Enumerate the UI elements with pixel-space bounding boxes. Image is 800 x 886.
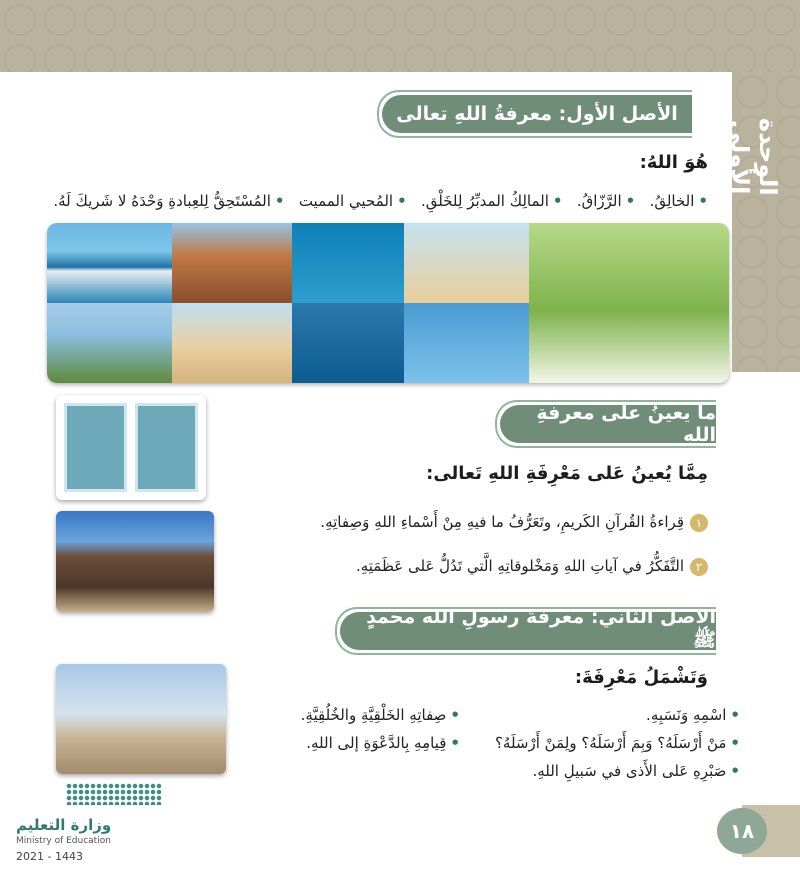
falcon-photo	[404, 223, 529, 303]
section-banner-second-principle: الأصل الثاني: معرفةُ رسولِ الله محمدٍ ﷺ	[340, 612, 716, 650]
ministry-name-arabic: وزارة التعليم	[16, 816, 112, 834]
ocean-wave-photo	[47, 223, 172, 303]
aids-intro: مِمَّا يُعينُ عَلى مَعْرِفَةِ اللهِ تَعالى:	[426, 463, 708, 484]
section-banner-knowing-allah-aids: ما يعينُ على معرفةِ اللهِ	[500, 405, 716, 443]
number-badge: ٢	[690, 558, 708, 576]
list-item: •صِفاتِهِ الخَلْقِيَّةِ والخُلُقِيَّةِ.	[300, 706, 460, 724]
cows-photo	[47, 303, 172, 383]
page-number: ١٨	[717, 808, 767, 854]
creation-photo-collage	[47, 223, 729, 383]
aid-item: ٢التَّفَكُّرُ في آياتِ اللهِ وَمَخْلوقاتِهِ الَّتي تَدُلُّ عَلى عَظَمَتِهِ.	[228, 557, 708, 576]
camel-photo	[172, 303, 292, 383]
number-badge: ١	[690, 514, 708, 532]
header-decorative-band	[0, 0, 800, 72]
sea-turtle-photo	[292, 223, 404, 303]
prophet-list-left	[210, 706, 460, 752]
seagull-photo	[404, 303, 529, 383]
ministry-logo-icon	[66, 783, 162, 805]
unit-title: الوحدة الأولى	[726, 118, 782, 196]
attribute-item: •الخالِقُ.	[649, 192, 708, 210]
attribute-item: •الرَّزّاقُ.	[576, 192, 636, 210]
ministry-name-english: Ministry of Education	[16, 836, 111, 846]
aid-item: ١قِراءةُ القُرآنِ الكَريمِ، وتَعَرُّفُ ما فيهِ مِنْ أَسْماءِ اللهِ وَصِفاتِهِ.	[228, 513, 708, 532]
prophet-mosque-photo	[56, 664, 226, 774]
desert-rocks-photo	[56, 511, 214, 612]
includes-intro: وَتَشْمَلُ مَعْرِفَةَ:	[574, 667, 708, 688]
section-banner-first-principle: الأصل الأول: معرفةُ اللهِ تعالى	[382, 95, 692, 133]
bee-flowers-photo	[529, 223, 729, 383]
list-item: •صَبْرِهِ عَلى الأَذى في سَبيلِ اللهِ.	[532, 762, 740, 780]
edition-years: 2021 - 1443	[16, 850, 83, 863]
whale-shark-photo	[292, 303, 404, 383]
attribute-item: •المُسْتَحِقُّ لِلعِبادةِ وَحْدَهُ لا شَريكَ لَهُ.	[53, 192, 285, 210]
rock-mountain-photo	[172, 223, 292, 303]
attribute-item: •المالِكُ المدبِّرُ لِلخَلْقِ.	[420, 192, 563, 210]
list-item: •اسْمِهِ وَنَسَبِهِ.	[646, 706, 740, 724]
list-item: •مَنْ أَرْسَلَهُ؟ وَبِمَ أَرْسَلَهُ؟ ولِمَنْ أَرْسَلَهُ؟	[494, 734, 740, 752]
attribute-item: •المُحيي المميت	[298, 192, 407, 210]
huwa-allah-heading: هُوَ اللهُ:	[639, 152, 708, 173]
quran-pages-photo	[56, 395, 206, 500]
list-item: •قِيامِهِ بِالدَّعْوَةِ إلى اللهِ.	[306, 734, 460, 752]
attributes-list	[48, 192, 708, 210]
